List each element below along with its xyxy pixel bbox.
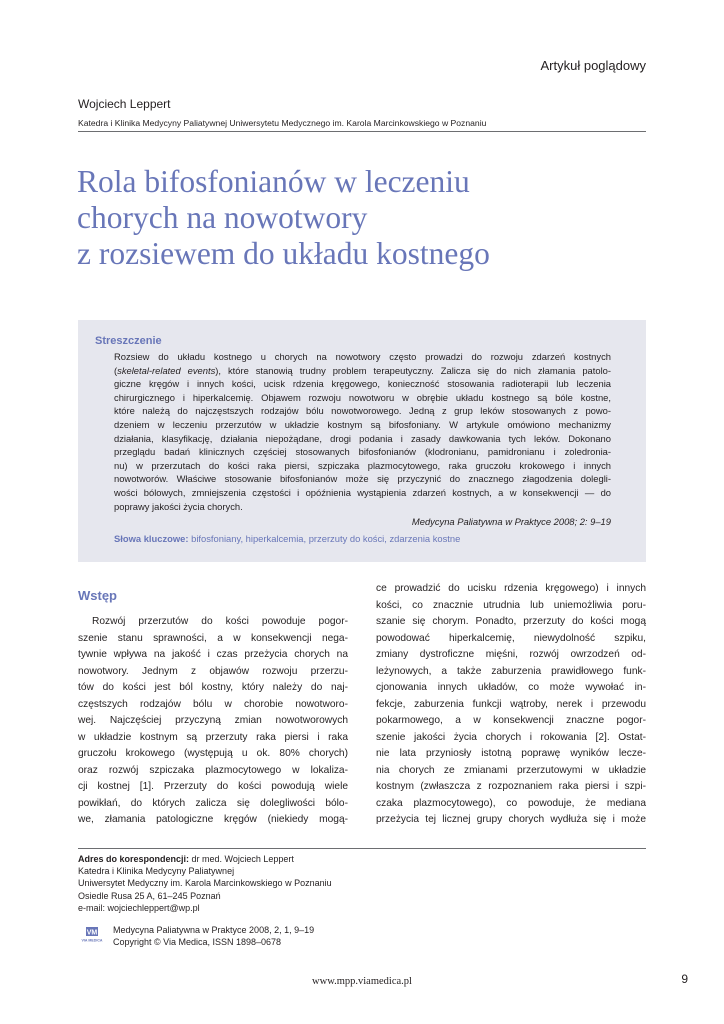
- body-line: nia chorych ze zmianami przerzutowymi w układzie: [376, 764, 646, 776]
- abstract-line: dzeniem w leczeniu przerzutów w układzie kostnym są bifosfoniany. W artykule omówiono mechanizmy: [114, 418, 611, 430]
- body-line: nowotwory. Jednym z objawów rozwoju przerzu-: [78, 665, 348, 677]
- body-line: w układzie kostnym są przerzuty raka piersi i raka: [78, 731, 348, 743]
- abstract-citation: Medycyna Paliatywna w Praktyce 2008; 2: 9–19: [411, 516, 611, 527]
- abstract-line: giczne kręgów i innych kości, ucisk rdzenia kręgowego, konieczność stosowania radioterapii lub leczenia: [114, 378, 611, 390]
- correspondence-line: Katedra i Klinika Medycyny Paliatywnej: [78, 866, 235, 877]
- abstract-line: chirurgicznego i hiperkalcemię. Objawem rozwoju nowotworu w obrębie układu kostnego są bóle kostne,: [114, 391, 611, 403]
- body-line: gruczołu krokowego (występują u ok. 80% chorych): [78, 748, 348, 759]
- body-line: częstszych rodzajów bólu w chorobie nowotworo-: [78, 698, 348, 710]
- body-line: cji kostnej [1]. Przerzuty do kości powodują wiele: [78, 781, 348, 792]
- body-line: ce prowadzić do ucisku rdzenia kręgowego) i innych: [376, 583, 646, 594]
- title-line: chorych na nowotwory: [77, 200, 368, 235]
- journal-citation: Medycyna Paliatywna w Praktyce 2008, 2, 1, 9–19: [113, 925, 315, 935]
- correspondence-email[interactable]: e-mail: wojciechleppert@wp.pl: [78, 902, 200, 913]
- body-line: zmiany dystroficzne mięśni, rozwój owrzodzeń od-: [376, 649, 646, 660]
- body-line: nie lata przyniosły istotną poprawę wyników lecze-: [376, 748, 646, 759]
- body-line: kości, co znacznie utrudnia lub uniemożliwia poru-: [376, 599, 646, 611]
- body-line: szenie jakości życia chorych i rokowania [2]. Ostat-: [376, 731, 646, 743]
- body-line: fekcje, zaburzenia funkcji wątroby, nerek i przewodu: [376, 698, 646, 710]
- correspondence-line: Uniwersytet Medyczny im. Karola Marcinkowskiego w Poznaniu: [78, 878, 332, 889]
- correspondence-name: dr med. Wojciech Leppert: [191, 854, 294, 864]
- body-line: leżynowych, a także zaburzenia prawidłowego funk-: [376, 665, 646, 677]
- abstract-line: (skeletal-related events), które stanowią trudny problem terapeutyczny. Zalicza się do nich złamania patolo-: [114, 364, 611, 376]
- keywords: [114, 533, 460, 544]
- section-heading-intro: Wstęp: [78, 588, 117, 603]
- abstract-line: nowotworów. Właściwe stosowanie bifosfonianów może się przyczynić do znacznego złagodzenia dolegli-: [114, 473, 611, 485]
- intro-column-right: [376, 581, 646, 829]
- body-line: powikłań, do których zalicza się dolegliwości bólo-: [78, 797, 348, 809]
- body-line: pokarmowego, a w konsekwencji znaczne pogor-: [376, 715, 646, 726]
- journal-copyright: Copyright © Via Medica, ISSN 1898–0678: [113, 937, 282, 948]
- body-line: kostnym (zwłaszcza z rozpoznaniem raka piersi i szpi-: [376, 781, 646, 792]
- author-name: Wojciech Leppert: [78, 97, 171, 111]
- correspondence-first-line: [78, 853, 332, 865]
- body-line: szenie stanu sprawności, a w konsekwencji nega-: [78, 632, 348, 644]
- svg-text:VM: VM: [86, 929, 98, 937]
- body-line: przeżycia tej licznej grupy chorych wydłuża się i może: [376, 814, 646, 825]
- body-line: wej. Najczęściej przyczyną zmian nowotworowych: [78, 715, 348, 726]
- body-line: Rozwój przerzutów do kości powoduje pogor-: [92, 616, 348, 627]
- abstract-line: które należą do najczęstszych rodzajów bólu nowotworowego. Jedną z grup leków stosowanych z powo-: [114, 405, 611, 417]
- article-title: [77, 164, 657, 272]
- body-line: oraz rozwój szpiczaka plazmocytowego w lokaliza-: [78, 764, 348, 776]
- svg-text:VIA MEDICA: VIA MEDICA: [81, 938, 103, 943]
- abstract-heading: Streszczenie: [95, 335, 162, 347]
- abstract-body: [114, 350, 611, 513]
- page-number: 9: [681, 972, 688, 986]
- keywords-list: bifosfoniany, hiperkalcemia, przerzuty do kości, zdarzenia kostne: [191, 533, 461, 544]
- title-line: Rola bifosfonianów w leczeniu: [77, 164, 470, 199]
- body-line: powodować hiperkalcemię, niewydolność szpiku,: [376, 632, 646, 644]
- body-line: tywnie wpływa na jakość i czas przeżycia chorych na: [78, 649, 348, 660]
- header-divider: [78, 131, 646, 132]
- correspondence-address: [78, 853, 332, 914]
- body-line: we, złamania patologiczne kręgów (niekiedy mogą-: [78, 814, 348, 825]
- body-line: tów do kości jest ból kostny, który należy do naj-: [78, 682, 348, 693]
- keywords-label: Słowa kluczowe:: [114, 533, 189, 544]
- correspondence-label: Adres do korespondencji:: [78, 854, 190, 864]
- correspondence-line: Osiedle Rusa 25 A, 61–245 Poznań: [78, 890, 221, 901]
- footer-url-link[interactable]: www.mpp.viamedica.pl: [312, 976, 412, 987]
- via-medica-logo-icon: [78, 927, 106, 943]
- abstract-line: nu) w przerzutach do kości raka piersi, szpiczaka plazmocytowego, raka gruczołu krokowego i innych: [114, 459, 611, 471]
- author-affiliation: Katedra i Klinika Medycyny Paliatywnej Uniwersytetu Medycznego im. Karola Marcinkowskiego w Poznaniu: [78, 118, 487, 128]
- article-type-label: Artykuł poglądowy: [540, 58, 646, 73]
- abstract-line: działania, klasyfikację, działania niepożądane, drogi podania i zasady dawkowania tych leków. Dokonano: [114, 432, 611, 444]
- footer-divider: [78, 848, 646, 849]
- abstract-line: wości bólowych, zmniejszenia częstości i opóźnienia wystąpienia zdarzeń kostnych, a w konsekwencji — do: [114, 486, 611, 498]
- title-line: z rozsiewem do układu kostnego: [77, 236, 490, 271]
- body-line: szanie się chorym. Ponadto, przerzuty do kości mogą: [376, 616, 646, 627]
- abstract-line: Rozsiew do układu kostnego u chorych na nowotwory często prowadzi do rozwoju zdarzeń kostnych: [114, 351, 611, 362]
- abstract-line: poprawy jakości życia chorych.: [114, 500, 243, 512]
- body-line: cjonowania innych układów, co może wywołać in-: [376, 682, 646, 693]
- intro-column-left: [78, 614, 348, 829]
- body-line: czaka plazmocytowego), co powoduje, że mediana: [376, 797, 646, 809]
- abstract-line: przeglądu badań klinicznych częściej stosowanych bifosfonianów (klodronianu, pamidronianu i zoledronia-: [114, 446, 611, 458]
- journal-info: [113, 924, 314, 948]
